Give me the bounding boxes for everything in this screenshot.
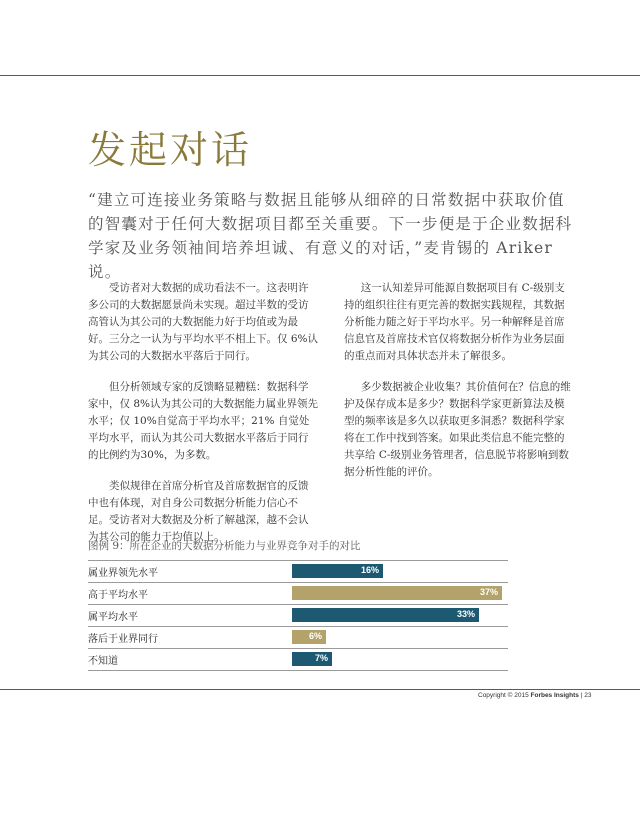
bar xyxy=(292,630,326,644)
bar-chart xyxy=(88,560,508,671)
footer-copyright: Copyright © 2015 xyxy=(478,692,531,699)
footer-brand: Forbes Insights xyxy=(530,692,579,699)
chart-row xyxy=(88,605,508,627)
category-label: 高于平均水平 xyxy=(88,590,148,601)
bar-value-label: 6% xyxy=(308,631,322,641)
bar xyxy=(292,564,383,578)
right-column xyxy=(344,280,574,495)
chart-row xyxy=(88,560,508,583)
top-rule xyxy=(0,75,640,76)
bottom-rule xyxy=(0,689,640,690)
left-column xyxy=(88,280,318,560)
chart-row xyxy=(88,627,508,649)
bar-value-label: 7% xyxy=(314,653,328,663)
pull-quote: “建立可连接业务策略与数据且能够从细碎的日常数据中获取价值的智囊对于任何大数据项目都至关重要。下一步便是于企业数据科学家及业务领袖间培养坦诚、有意义的对话，”麦肯锡的 Ariker 说。 xyxy=(88,191,573,281)
footer-separator: | xyxy=(578,692,585,699)
paragraph: 类似规律在首席分析官及首席数据官的反馈中也有体现，对自身公司数据分析能力信心不足。受访者对大数据及分析了解越深，越不会认为其公司的能力于均值以上。 xyxy=(88,480,309,543)
paragraph: 多少数据被企业收集？其价值何在？信息的维护及保存成本是多少？数据科学家更新算法及模型的频率该是多久以获取更多洞悉？数据科学家将在工作中找到答案。如果此类信息不能完整的共享给 C-级别业务管理者，信息脱节将影响到数据分析性能的评价。 xyxy=(344,381,571,478)
bar xyxy=(292,652,332,666)
chart-row xyxy=(88,649,508,671)
chart-row xyxy=(88,583,508,605)
figure-caption: 图例 9：所在企业的大数据分析能力与业界竞争对手的对比 xyxy=(88,540,361,552)
paragraph: 这一认知差异可能源自数据项目有 C-级别支持的组织往往有更完善的数据实践规程，其数据分析能力随之好于平均水平。另一种解释是首席信息官及首席技术官仅将数据分析作为业务层面的重点而对具体状态并未了解很多。 xyxy=(344,282,565,362)
category-label: 属平均水平 xyxy=(88,612,138,623)
bar-value-label: 16% xyxy=(360,565,379,575)
bar xyxy=(292,586,502,600)
paragraph: 但分析领域专家的反馈略显糟糕：数据科学家中，仅 8%认为其公司的大数据能力属业界领先水平；仅 10%自觉高于平均水平；21% 自觉处平均水平，而认为其公司大数据水平落后于同行的比例约为30%，为多数。 xyxy=(88,381,318,461)
category-label: 不知道 xyxy=(88,656,118,667)
page-footer xyxy=(478,692,591,699)
page-number: 23 xyxy=(584,692,592,699)
bar-value-label: 33% xyxy=(456,609,475,619)
page-title: 发起对话 xyxy=(88,128,253,172)
category-label: 属业界领先水平 xyxy=(88,568,158,579)
paragraph: 受访者对大数据的成功看法不一。这表明许多公司的大数据愿景尚未实现。超过半数的受访高管认为其公司的大数据能力好于均值或为最好。三分之一认为与平均水平不相上下。仅 6%认为其公司的大数据水平落后于同行。 xyxy=(88,282,318,362)
bar xyxy=(292,608,479,622)
bar-value-label: 37% xyxy=(479,587,498,597)
category-label: 落后于业界同行 xyxy=(88,634,158,645)
